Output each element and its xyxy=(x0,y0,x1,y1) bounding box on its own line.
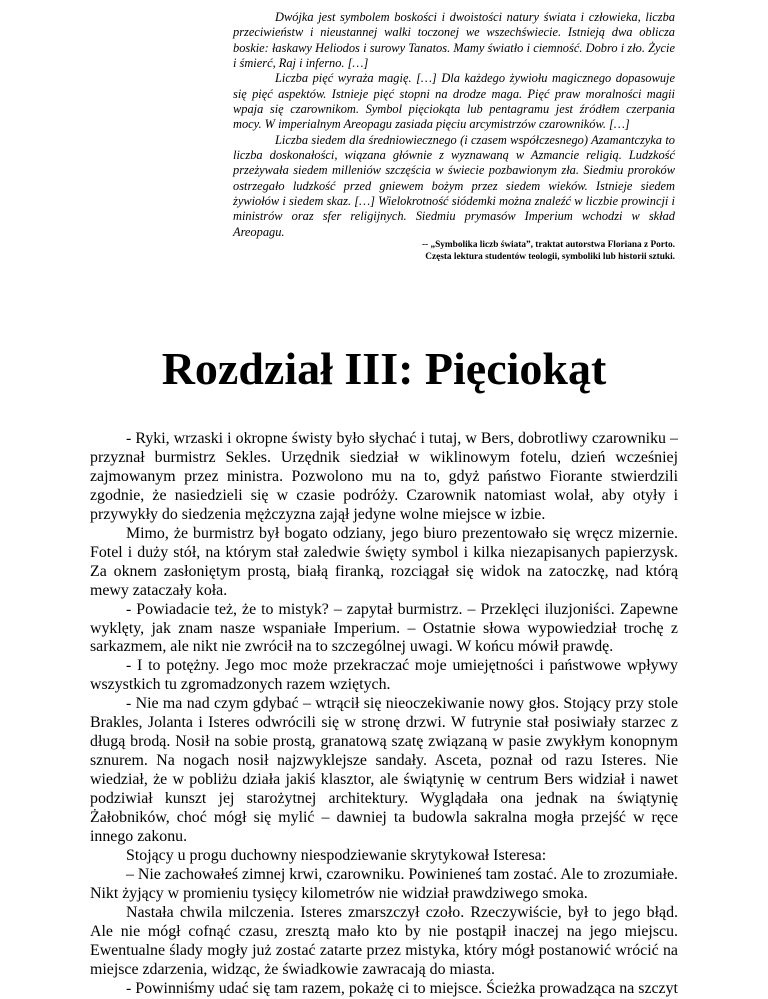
body-paragraph: - Powinniśmy udać się tam razem, pokażę ci to miejsce. Ścieżka prowadząca na szczyt xyxy=(126,979,678,997)
body-paragraph: Nastała chwila milczenia. Isteres zmarszczył czoło. Rzeczywiście, był to jego błąd. Ale nie mógł cofnąć czasu, zresztą mało kto by nie postąpił inaczej na jego miejscu. Ewentualne ślady mogły już zostać zatarte przez mistyka, który mógł postanowić wrócić na miejsce zdarzenia, widząc, że świadkowie zawracają do miasta. xyxy=(90,903,678,978)
epigraph-paragraph: Liczba siedem dla średniowiecznego (i czasem współczesnego) Azamantczyka to liczba doskonałości, wiązana głównie z wyznawaną w Azmancie religią. Ludzkość przeżywała siedem milleniów szczęścia w świecie pozbawionym zła. Siedmiu proroków ostrzegało ludzkość przed gniewem bożym przez siedem wieków. Istnieje siedem żywiołów i siedem skaz. […] Wielokrotność siódemki można znaleźć w liczbie prowincji i ministrów oraz sfer religijnych. Siedmiu prymasów Imperium wchodzi w skład Areopagu. xyxy=(233,132,675,239)
body-paragraph: - I to potężny. Jego moc może przekraczać moje umiejętności i państwowe wpływy wszystkich tu zgromadzonych razem wziętych. xyxy=(90,657,678,694)
body-paragraph: - Powiadacie też, że to mistyk? – zapytał burmistrz. – Przeklęci iluzjoniści. Zapewne wyklęty, jak znam nasze wspaniałe Imperium. – Ostatnie słowa wypowiedział trochę z sarkazmem, ale nikt nie zwrócił na to szczególnej uwagi. W końcu mówił prawdę. xyxy=(90,600,678,656)
body-paragraph: Stojący u progu duchowny niespodziewanie skrytykował Isteresa: xyxy=(126,846,547,864)
epigraph-attribution xyxy=(233,240,675,264)
epigraph-paragraph: Liczba pięć wyraża magię. […] Dla każdego żywiołu magicznego dopasowuje się pięć aspektów. Istnieje pięć stopni na drodze maga. Pięć praw moralności magii wpaja się czarownikom. Symbol pięciokąta lub pentagramu jest źródłem czerpania mocy. W imperialnym Areopagu zasiada pięciu arcymistrzów czarowników. […] xyxy=(233,71,675,132)
attribution-line: Częsta lektura studentów teologii, symboliki lub historii sztuki. xyxy=(425,251,675,262)
epigraph xyxy=(233,10,675,264)
body-paragraph: - Ryki, wrzaski i okropne świsty było słychać i tutaj, w Bers, dobrotliwy czarowniku – przyznał burmistrz Sekles. Urzędnik siedział w wiklinowym fotelu, dzień wcześniej zajmowanym przez ministra. Pozwolono mu na to, gdyż państwo Fiorante stwierdzili zgodnie, że nasiedzieli się w czasie podróży. Czarownik natomiast wolał, aby otyły i przywykły do siedzenia mężczyzna zajął jedyne wolne miejsce w izbie. xyxy=(90,430,678,523)
body-paragraph: - Nie ma nad czym gdybać – wtrącił się nieoczekiwanie nowy głos. Stojący przy stole Brakles, Jolanta i Isteres odwrócili się w stronę drzwi. W futrynie stał posiwiały starzec z długą brodą. Nosił na sobie prostą, granatową szatę związaną w pasie zwykłym konopnym sznurem. Na nogach nosił najzwyklejsze sandały. Asceta, poznał od razu Isteres. Nie wiedział, że w pobliżu działa jakiś klasztor, ale świątynię w centrum Bers widział i nawet podziwiał kunszt jej starożytnej architektury. Wyglądała ona jednak na świątynię Żałobników, choć mógł się mylić – dawniej ta budowla sakralna mogła przejść w ręce innego zakonu. xyxy=(90,695,678,846)
chapter-title: Rozdział III: Pięciokąt xyxy=(161,343,607,394)
chapter-body xyxy=(90,430,678,999)
epigraph-paragraph: Dwójka jest symbolem boskości i dwoistości natury świata i człowieka, liczba przeciwieństw i nieustannej walki toczonej we wszechświecie. Istnieją dwa oblicza boskie: łaskawy Heliodos i surowy Tanatos. Mamy światło i ciemność. Dobro i zło. Życie i śmierć, Raj i inferno. […] xyxy=(233,10,675,71)
attribution-line: -- „Symbolika liczb świata”, traktat autorstwa Floriana z Porto. xyxy=(421,240,675,251)
body-paragraph: – Nie zachowałeś zimnej krwi, czarowniku. Powinieneś tam zostać. Ale to zrozumiałe. Nikt żyjący w promieniu tysięcy kilometrów nie widział prawdziwego smoka. xyxy=(90,865,679,902)
body-paragraph: Mimo, że burmistrz był bogato odziany, jego biuro prezentowało się wręcz mizernie. Fotel i duży stół, na którym stał zaledwie święty symbol i kilka niezapisanych papierzysk. Za oknem zasłoniętym prostą, białą firanką, rozciągał się widok na zatoczkę, nad którą mewy zataczały koła. xyxy=(90,524,678,599)
